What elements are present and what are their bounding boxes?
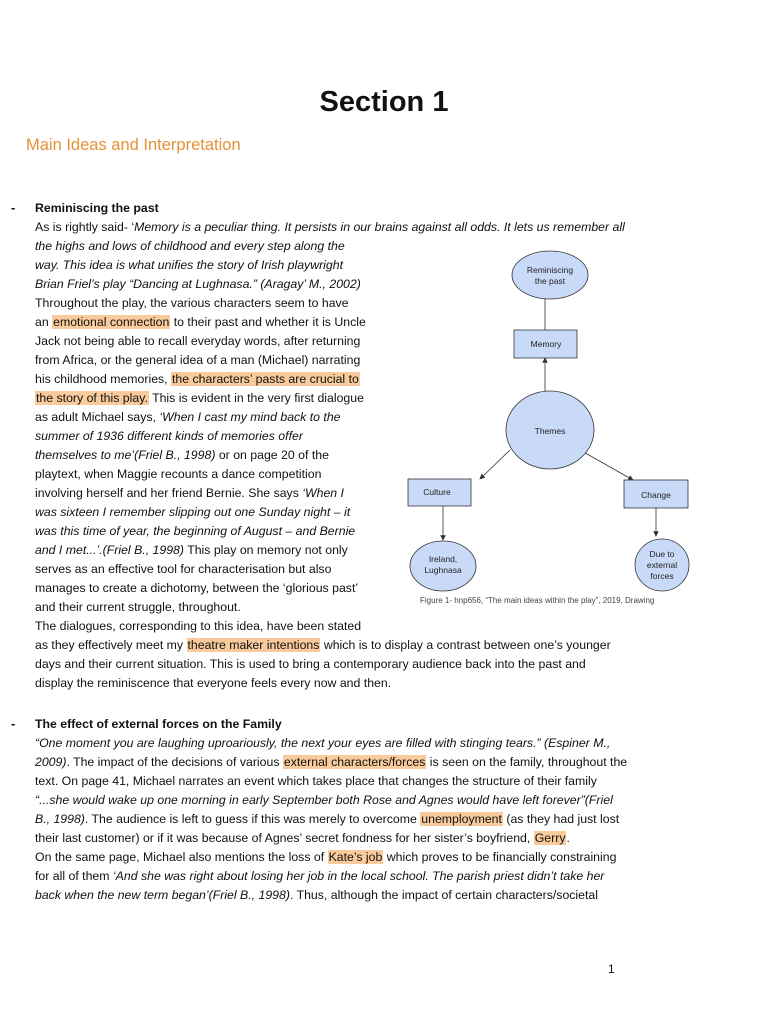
connector-arrow [480, 450, 510, 479]
paragraph-line: Throughout the play, the various characters seem to have [35, 296, 349, 310]
paragraph-line: B., 1998). The audience is left to guess if this was merely to overcome unemployment (as they had just lost [35, 812, 620, 826]
paragraph-line: as adult Michael says, ‘When I cast my mind back to the [35, 410, 341, 424]
highlight: theatre maker intentions [187, 638, 320, 652]
node-label: external [646, 560, 678, 570]
node-label: forces [650, 571, 674, 581]
paragraph-line: the highs and lows of childhood and every step along the [35, 239, 345, 253]
highlight: the story of this play. [36, 391, 148, 405]
paragraph-line: “...she would wake up one morning in early September both Rose and Agnes would have left forever”(Friel [35, 793, 613, 807]
paragraph-line: On the same page, Michael also mentions the loss of Kate’s job which proves to be financially constraining [35, 850, 617, 864]
figure-caption: Figure 1- hnp656, “The main ideas within the play”, 2019, Drawing [420, 596, 655, 605]
paragraph-line: from Africa, or the general idea of a man (Michael) narrating [35, 353, 361, 367]
paragraph-line: summer of 1936 different kinds of memories offer [35, 429, 303, 443]
reminiscing-node [512, 251, 588, 299]
paragraph-line: and their current struggle, throughout. [35, 600, 241, 614]
paragraph-line: was sixteen I remember slipping out one Sunday night – it [35, 505, 351, 519]
connector-arrow [580, 450, 633, 480]
paragraph-line: display the reminiscence that everyone feels every now and then. [35, 676, 392, 690]
highlight: the characters’ pasts are crucial to [172, 372, 359, 386]
paragraph-line: back when the new term began’(Friel B., 1998). Thus, although the impact of certain characters/societal [35, 888, 598, 902]
highlight: Gerry [534, 831, 566, 845]
paragraph-line: for all of them ‘And she was right about losing her job in the local school. The parish priest didn’t take her [35, 869, 605, 883]
paragraph-line: serves as an effective tool for characterisation but also [35, 562, 332, 576]
paragraph-line: was this time of year, the beginning of August – and Bernie [35, 524, 356, 538]
paragraph-line: “One moment you are laughing uproariously, the next your eyes are filled with stinging tears.” (Espiner M., [35, 736, 611, 750]
node-label: Change [641, 490, 671, 500]
paragraph-line: his childhood memories, the characters’ pasts are crucial to [35, 372, 359, 386]
paragraph-line: playtext, when Maggie recounts a dance competition [35, 467, 322, 481]
paragraph-line: involving herself and her friend Bernie. She says ‘When I [35, 486, 344, 500]
node-label: the past [534, 276, 566, 286]
paragraph-line: Brian Friel’s play “Dancing at Lughnasa.” (Aragay’ M., 2002) [35, 277, 361, 291]
page-number: 1 [608, 962, 615, 976]
highlight: external characters/forces [283, 755, 426, 769]
bullet-marker: - [11, 716, 16, 731]
paragraph-line: way. This idea is what unifies the story of Irish playwright [35, 258, 344, 272]
node-label: Memory [530, 339, 562, 349]
bullet-marker: - [11, 200, 16, 215]
node-label: Ireland, [428, 554, 458, 564]
paragraph-line: Jack not being able to recall everyday words, after returning [35, 334, 361, 348]
paragraph-line: and I met...’.(Friel B., 1998) This play on memory not only [35, 543, 348, 557]
node-label: Lughnasa [424, 565, 462, 575]
heading-external-forces: The effect of external forces on the Family [35, 717, 282, 731]
highlight: emotional connection [53, 315, 170, 329]
paragraph-line: an emotional connection to their past and whether it is Uncle [35, 315, 366, 329]
paragraph-line: text. On page 41, Michael narrates an event which takes place that changes the structure of their family [35, 774, 597, 788]
paragraph-line: their last customer) or if it was because of Agnes’ secret fondness for her sister’s boyfriend, Gerry. [35, 831, 570, 845]
paragraph-line: the story of this play. This is evident in the very first dialogue [36, 391, 364, 405]
node-label: Reminiscing [526, 265, 574, 275]
paragraph-line: days and their current situation. This is used to bring a contemporary audience back into the past and [35, 657, 586, 671]
paragraph-line: manages to create a dichotomy, between the ‘glorious past’ [35, 581, 359, 595]
node-label: Themes [534, 426, 566, 436]
node-label: Culture [423, 487, 451, 497]
paragraph-line: as they effectively meet my theatre maker intentions which is to display a contrast between one’s younger [35, 638, 611, 652]
node-label: Due to [649, 549, 675, 559]
paragraph-line: themselves to me’(Friel B., 1998) or on page 20 of the [35, 448, 329, 462]
highlight: Kate’s job [328, 850, 383, 864]
paragraph-line: The dialogues, corresponding to this idea, have been stated [35, 619, 362, 633]
paragraph-line: As is rightly said- ‘Memory is a peculiar thing. It persists in our brains against all odds. It lets us remember all [35, 220, 625, 234]
highlight: unemployment [421, 812, 502, 826]
heading-reminiscing: Reminiscing the past [35, 201, 159, 215]
paragraph-line: 2009). The impact of the decisions of various external characters/forces is seen on the family, throughout the [35, 755, 628, 769]
section-subtitle: Main Ideas and Interpretation [26, 136, 241, 154]
page-title: Section 1 [319, 86, 449, 118]
themes-diagram [400, 245, 700, 610]
